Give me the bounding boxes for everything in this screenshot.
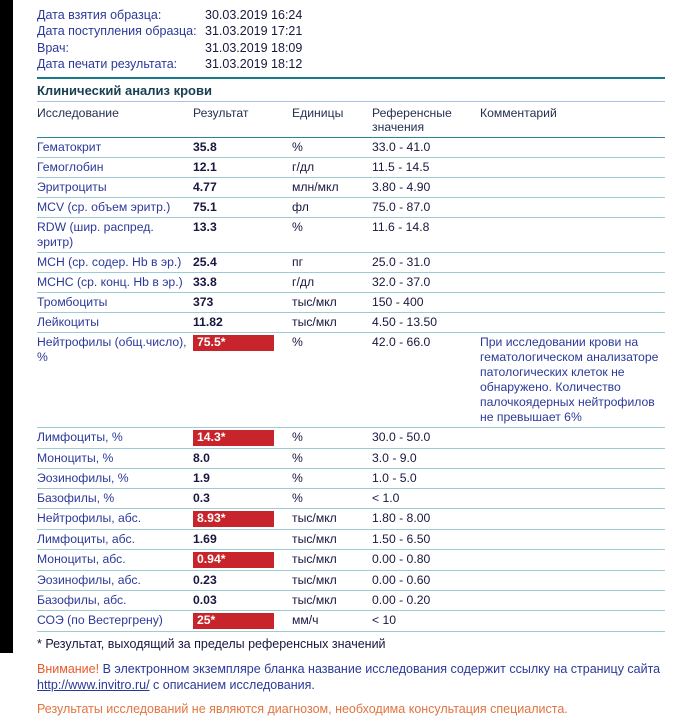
test-comment [480, 549, 665, 570]
sample-dates-block [37, 7, 671, 73]
result-row [37, 590, 665, 610]
result-row [37, 610, 665, 631]
out-of-range-footnote: * Результат, выходящий за пределы референсных значений [37, 636, 386, 651]
test-comment [480, 217, 665, 252]
test-comment [480, 312, 665, 332]
test-name: Гематокрит [37, 137, 193, 157]
test-comment [480, 590, 665, 610]
test-comment [480, 197, 665, 217]
test-units: % [292, 137, 372, 157]
test-units: г/дл [292, 157, 372, 177]
test-result [193, 508, 292, 529]
test-units: % [292, 332, 372, 427]
test-result: 0.03 [193, 590, 292, 610]
result-row [37, 427, 665, 448]
column-header-test: Исследование [37, 102, 193, 138]
test-name: Эозинофилы, абс. [37, 570, 193, 590]
test-result: 33.8 [193, 272, 292, 292]
test-units: % [292, 488, 372, 508]
test-comment [480, 610, 665, 631]
test-reference-range: 75.0 - 87.0 [372, 197, 480, 217]
test-comment [480, 272, 665, 292]
date-row [37, 40, 671, 56]
date-value: 31.03.2019 17:21 [205, 24, 303, 39]
table-header-row [37, 102, 665, 138]
result-row [37, 488, 665, 508]
test-reference-range: 25.0 - 31.0 [372, 252, 480, 272]
test-reference-range: 0.00 - 0.20 [372, 590, 480, 610]
test-units: мм/ч [292, 610, 372, 631]
attention-label: Внимание! [37, 661, 100, 676]
result-row [37, 292, 665, 312]
test-reference-range: 0.00 - 0.60 [372, 570, 480, 590]
test-reference-range: 32.0 - 37.0 [372, 272, 480, 292]
column-header-comment: Комментарий [480, 102, 665, 138]
test-name: Тромбоциты [37, 292, 193, 312]
test-result [193, 549, 292, 570]
attention-text-after-link: с описанием исследования. [149, 677, 315, 692]
test-name: СОЭ (по Вестергрену) [37, 610, 193, 631]
test-result: 373 [193, 292, 292, 312]
test-reference-range: 11.5 - 14.5 [372, 157, 480, 177]
test-units: тыс/мкл [292, 549, 372, 570]
test-reference-range: 42.0 - 66.0 [372, 332, 480, 427]
date-value: 31.03.2019 18:12 [205, 57, 303, 72]
test-reference-range: 4.50 - 13.50 [372, 312, 480, 332]
test-units: г/дл [292, 272, 372, 292]
test-units: тыс/мкл [292, 292, 372, 312]
test-name: Базофилы, абс. [37, 590, 193, 610]
test-units: тыс/мкл [292, 508, 372, 529]
test-comment [480, 427, 665, 448]
attention-text-before-link: В электронном экземпляре бланка название исследования содержит ссылку на страницу сайта [99, 661, 661, 676]
out-of-range-flag: 0.94* [193, 552, 274, 568]
test-result: 4.77 [193, 177, 292, 197]
test-reference-range: 1.80 - 8.00 [372, 508, 480, 529]
test-reference-range: 33.0 - 41.0 [372, 137, 480, 157]
section-title: Клинический анализ крови [37, 82, 212, 98]
out-of-range-flag: 25* [193, 613, 274, 629]
test-result: 12.1 [193, 157, 292, 177]
test-name: MCHC (ср. конц. Hb в эр.) [37, 272, 193, 292]
test-reference-range: 150 - 400 [372, 292, 480, 312]
result-row [37, 312, 665, 332]
test-units: % [292, 427, 372, 448]
test-name: RDW (шир. распред. эритр) [37, 217, 193, 252]
test-name: Гемоглобин [37, 157, 193, 177]
date-label: Дата поступления образца: [37, 24, 197, 39]
test-name: Лимфоциты, абс. [37, 529, 193, 549]
test-result: 25.4 [193, 252, 292, 272]
result-row [37, 197, 665, 217]
result-row [37, 217, 665, 252]
test-name: Эритроциты [37, 177, 193, 197]
test-units: тыс/мкл [292, 312, 372, 332]
test-comment [480, 508, 665, 529]
date-label: Врач: [37, 40, 69, 55]
date-row [37, 23, 671, 39]
test-result: 75.1 [193, 197, 292, 217]
result-row [37, 468, 665, 488]
result-row [37, 332, 665, 427]
test-reference-range: 3.80 - 4.90 [372, 177, 480, 197]
results-table [37, 102, 665, 632]
results-tbody [37, 137, 665, 631]
test-result: 1.9 [193, 468, 292, 488]
test-result: 1.69 [193, 529, 292, 549]
test-name: Лейкоциты [37, 312, 193, 332]
test-result: 8.0 [193, 448, 292, 468]
test-name: MCV (ср. объем эритр.) [37, 197, 193, 217]
test-result: 0.3 [193, 488, 292, 508]
test-units: % [292, 217, 372, 252]
column-header-units: Единицы [292, 102, 372, 138]
test-units: тыс/мкл [292, 529, 372, 549]
disclaimer-note: Результаты исследований не являются диагнозом, необходима консультация специалиста. [37, 701, 568, 716]
test-comment [480, 468, 665, 488]
test-name: MCH (ср. содер. Hb в эр.) [37, 252, 193, 272]
test-units: тыс/мкл [292, 590, 372, 610]
test-comment [480, 488, 665, 508]
test-comment [480, 570, 665, 590]
result-row [37, 549, 665, 570]
test-result: 35.8 [193, 137, 292, 157]
date-value: 31.03.2019 18:09 [205, 40, 303, 55]
test-comment [480, 177, 665, 197]
test-units: млн/мкл [292, 177, 372, 197]
test-comment [480, 252, 665, 272]
test-result [193, 427, 292, 448]
test-units: фл [292, 197, 372, 217]
result-row [37, 177, 665, 197]
invitro-link[interactable]: http://www.invitro.ru/ [37, 677, 150, 692]
test-reference-range: 0.00 - 0.80 [372, 549, 480, 570]
page-left-black-bar [0, 0, 13, 653]
test-result: 0.23 [193, 570, 292, 590]
date-label: Дата взятия образца: [37, 8, 162, 22]
column-header-reference: Референсные значения [372, 102, 480, 138]
test-name: Лимфоциты, % [37, 427, 193, 448]
test-reference-range: 1.0 - 5.0 [372, 468, 480, 488]
test-units: % [292, 468, 372, 488]
test-reference-range: 1.50 - 6.50 [372, 529, 480, 549]
result-row [37, 252, 665, 272]
test-name: Моноциты, % [37, 448, 193, 468]
column-header-result: Результат [193, 102, 292, 138]
test-result: 13.3 [193, 217, 292, 252]
test-reference-range: 11.6 - 14.8 [372, 217, 480, 252]
test-units: % [292, 448, 372, 468]
date-row [37, 56, 671, 72]
result-row [37, 570, 665, 590]
result-row [37, 529, 665, 549]
section-title-band [37, 77, 665, 102]
test-name: Базофилы, % [37, 488, 193, 508]
out-of-range-flag: 75.5* [193, 335, 274, 351]
test-reference-range: < 10 [372, 610, 480, 631]
lab-report-page [13, 0, 681, 716]
out-of-range-flag: 14.3* [193, 430, 274, 446]
test-units: тыс/мкл [292, 570, 372, 590]
test-comment [480, 157, 665, 177]
test-comment [480, 292, 665, 312]
test-result [193, 332, 292, 427]
result-row [37, 508, 665, 529]
result-row [37, 157, 665, 177]
date-label: Дата печати результата: [37, 57, 178, 72]
out-of-range-flag: 8.93* [193, 511, 274, 527]
test-comment [480, 448, 665, 468]
test-comment [480, 529, 665, 549]
test-comment: При исследовании крови на гематологическом анализаторе патологических клеток не обнаружено. Количество палочкоядерных нейтрофилов не превышает 6% [480, 332, 665, 427]
test-name: Нейтрофилы (общ.число), % [37, 332, 193, 427]
test-result: 11.82 [193, 312, 292, 332]
test-reference-range: 3.0 - 9.0 [372, 448, 480, 468]
test-reference-range: < 1.0 [372, 488, 480, 508]
result-row [37, 137, 665, 157]
test-name: Моноциты, абс. [37, 549, 193, 570]
attention-note [37, 661, 677, 693]
test-name: Эозинофилы, % [37, 468, 193, 488]
result-row [37, 448, 665, 468]
date-value: 30.03.2019 16:24 [205, 8, 303, 22]
test-result [193, 610, 292, 631]
date-row [37, 7, 671, 23]
result-row [37, 272, 665, 292]
test-name: Нейтрофилы, абс. [37, 508, 193, 529]
test-reference-range: 30.0 - 50.0 [372, 427, 480, 448]
test-units: пг [292, 252, 372, 272]
test-comment [480, 137, 665, 157]
